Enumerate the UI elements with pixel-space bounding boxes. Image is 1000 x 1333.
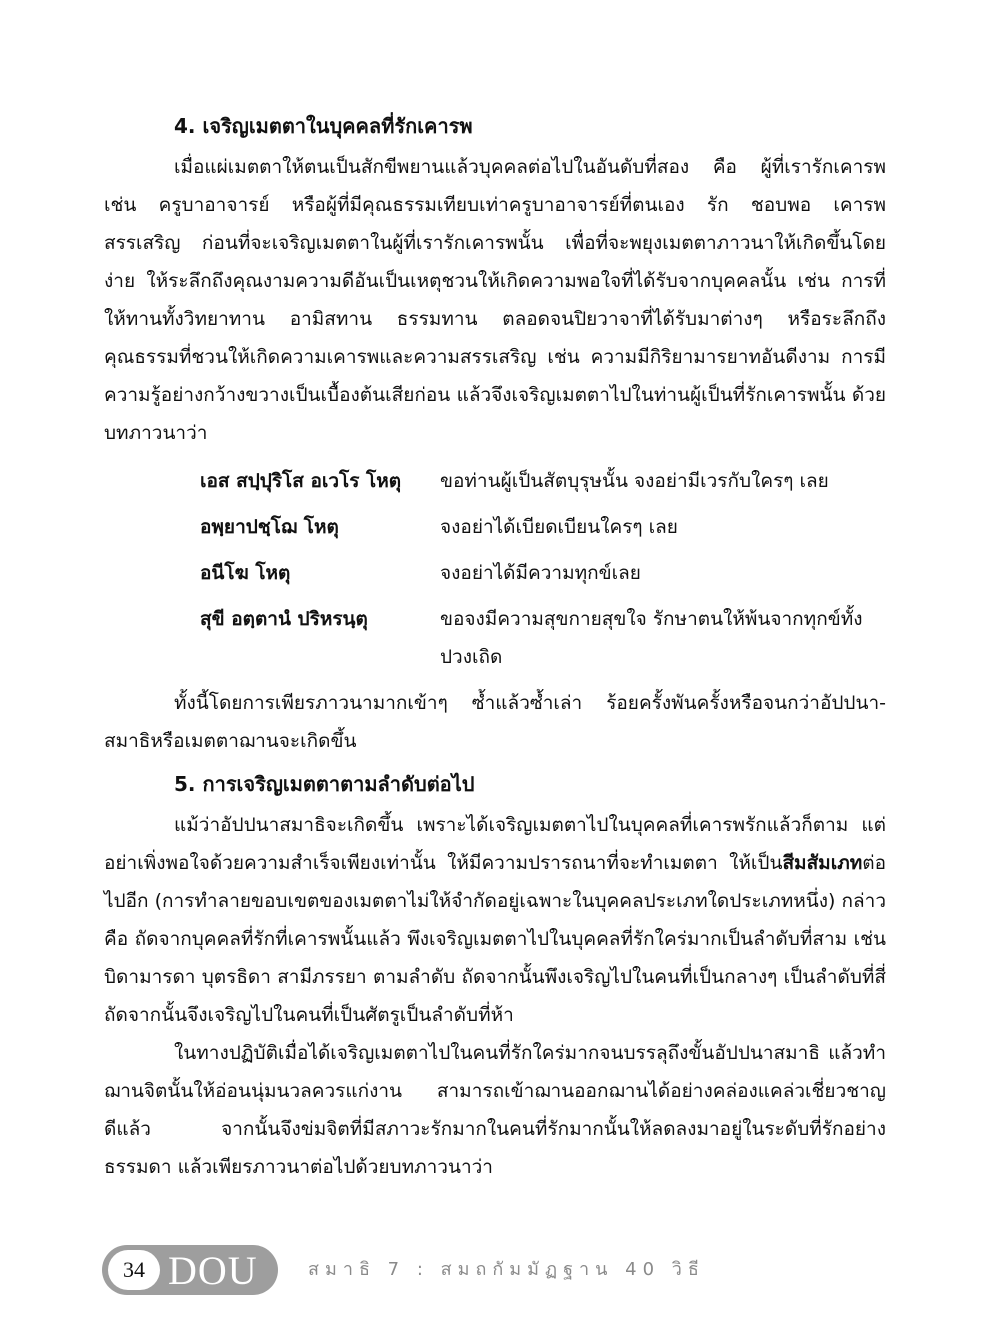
section-5-p1-text-cont: ต่อไปอีก (การทำลายขอบเขตของเมตตาไม่ให้จำกัดอยู่เฉพาะในบุคคลประเภทใดประเภทหนึ่ง) กล่าวคือ ถัดจากบุคคลที่รักที่เคารพนั้นแล้ว พึงเจริญเมตตาไปในบุคคลที่รักใคร่มากเป็นลำดับที่สาม เช่น บิดามารดา บุตรธิดา สามีภรรยา ตามลำดับ ถัดจากนั้นพึงเจริญไปในคนที่เป็นกลางๆ เป็นลำดับที่สี่ ถัดจากนั้นจึงเจริญไปในคนที่เป็นศัตรูเป็นลำดับที่ห้า [104,852,886,1026]
chant-pali: เอส สปฺปุริโส อเวโร โหตุ [200,470,402,492]
section-5-p1-text: แม้ว่าอัปปนาสมาธิจะเกิดขึ้น เพราะได้เจริญเมตตาไปในบุคคลที่เคารพรักแล้วก็ตาม แต่อย่าเพิ่งพอใจด้วยความสำเร็จเพียงเท่านั้น ให้มีความปรารถนาที่จะทำเมตตา ให้เป็น [104,814,886,874]
page-footer [102,1245,902,1295]
footer-badge [102,1245,278,1295]
after-chant-paragraph: ทั้งนี้โดยการเพียรภาวนามากเข้าๆ ซ้ำแล้วซ้ำเล่า ร้อยครั้งพันครั้งหรือจนกว่าอัปปนา-สมาธิหรือเมตตาฌานจะเกิดขึ้น [104,692,886,752]
chant-verses [200,462,890,676]
chant-pali: อนีโฆ โหตุ [200,562,291,584]
chant-thai: จงอย่าได้เบียดเบียนใครๆ เลย [440,516,678,538]
chant-pali: สุขี อตฺตานํ ปริหรนฺตุ [200,608,368,630]
chant-row [200,600,890,676]
page-content [104,112,886,1186]
section-5-paragraph-2: ในทางปฏิบัติเมื่อได้เจริญเมตตาไปในคนที่รักใคร่มากจนบรรลุถึงขั้นอัปปนาสมาธิ แล้วทำฌานจิตนั้นให้อ่อนนุ่มนวลควรแก่งาน สามารถเข้าฌานออกฌานได้อย่างคล่องแคล่วเชี่ยวชาญดีแล้ว จากนั้นจึงข่มจิตที่มีสภาวะรักมากในคนที่รักมากนั้นให้ลดลงมาอยู่ในระดับที่รักอย่างธรรมดา แล้วเพียรภาวนาต่อไปด้วยบทภาวนาว่า [104,1042,886,1178]
brand-logo-text: DOU [168,1248,258,1293]
book-title: สมาธิ 7 : สมถกัมมัฏฐาน 40 วิธี [308,1259,705,1280]
section-5-heading: 5. การเจริญเมตตาตามลำดับต่อไป [174,772,475,796]
section-5-paragraph-1 [104,806,886,1034]
chant-thai: จงอย่าได้มีความทุกข์เลย [440,562,641,584]
page-number: 34 [108,1250,160,1290]
section-4-heading: 4. เจริญเมตตาในบุคคลที่รักเคารพ [174,114,473,138]
section-4-paragraph: เมื่อแผ่เมตตาให้ตนเป็นสักขีพยานแล้วบุคคลต่อไปในอันดับที่สอง คือ ผู้ที่เรารักเคารพ เช่น ครูบาอาจารย์ หรือผู้ที่มีคุณธรรมเทียบเท่าครูบาอาจารย์ที่ตนเอง รัก ชอบพอ เคารพ สรรเสริญ ก่อนที่จะเจริญเมตตาในผู้ที่เรารักเคารพนั้น เพื่อที่จะพยุงเมตตาภาวนาให้เกิดขึ้นโดยง่าย ให้ระลึกถึงคุณงามความดีอันเป็นเหตุชวนให้เกิดความพอใจที่ได้รับจากบุคคลนั้น เช่น การที่ให้ทานทั้งวิทยาทาน อามิสทาน ธรรมทาน ตลอดจนปิยวาจาที่ได้รับมาต่างๆ หรือระลึกถึงคุณธรรมที่ชวนให้เกิดความเคารพและความสรรเสริญ เช่น ความมีกิริยามารยาทอันดีงาม การมีความรู้อย่างกว้างขวางเป็นเบื้องต้นเสียก่อน แล้วจึงเจริญเมตตาไปในท่านผู้เป็นที่รักเคารพนั้น ด้วยบทภาวนาว่า [104,156,886,444]
section-5-p1-bold-term: สีมสัมเภท [782,852,863,874]
chant-thai: ขอจงมีความสุขกายสุขใจ รักษาตนให้พ้นจากทุกข์ทั้งปวงเถิด [440,608,863,668]
chant-row [200,554,890,592]
chant-thai: ขอท่านผู้เป็นสัตบุรุษนั้น จงอย่ามีเวรกับใครๆ เลย [440,470,829,492]
chant-pali: อพฺยาปชฺโฌ โหตุ [200,516,339,538]
chant-row [200,508,890,546]
chant-row [200,462,890,500]
